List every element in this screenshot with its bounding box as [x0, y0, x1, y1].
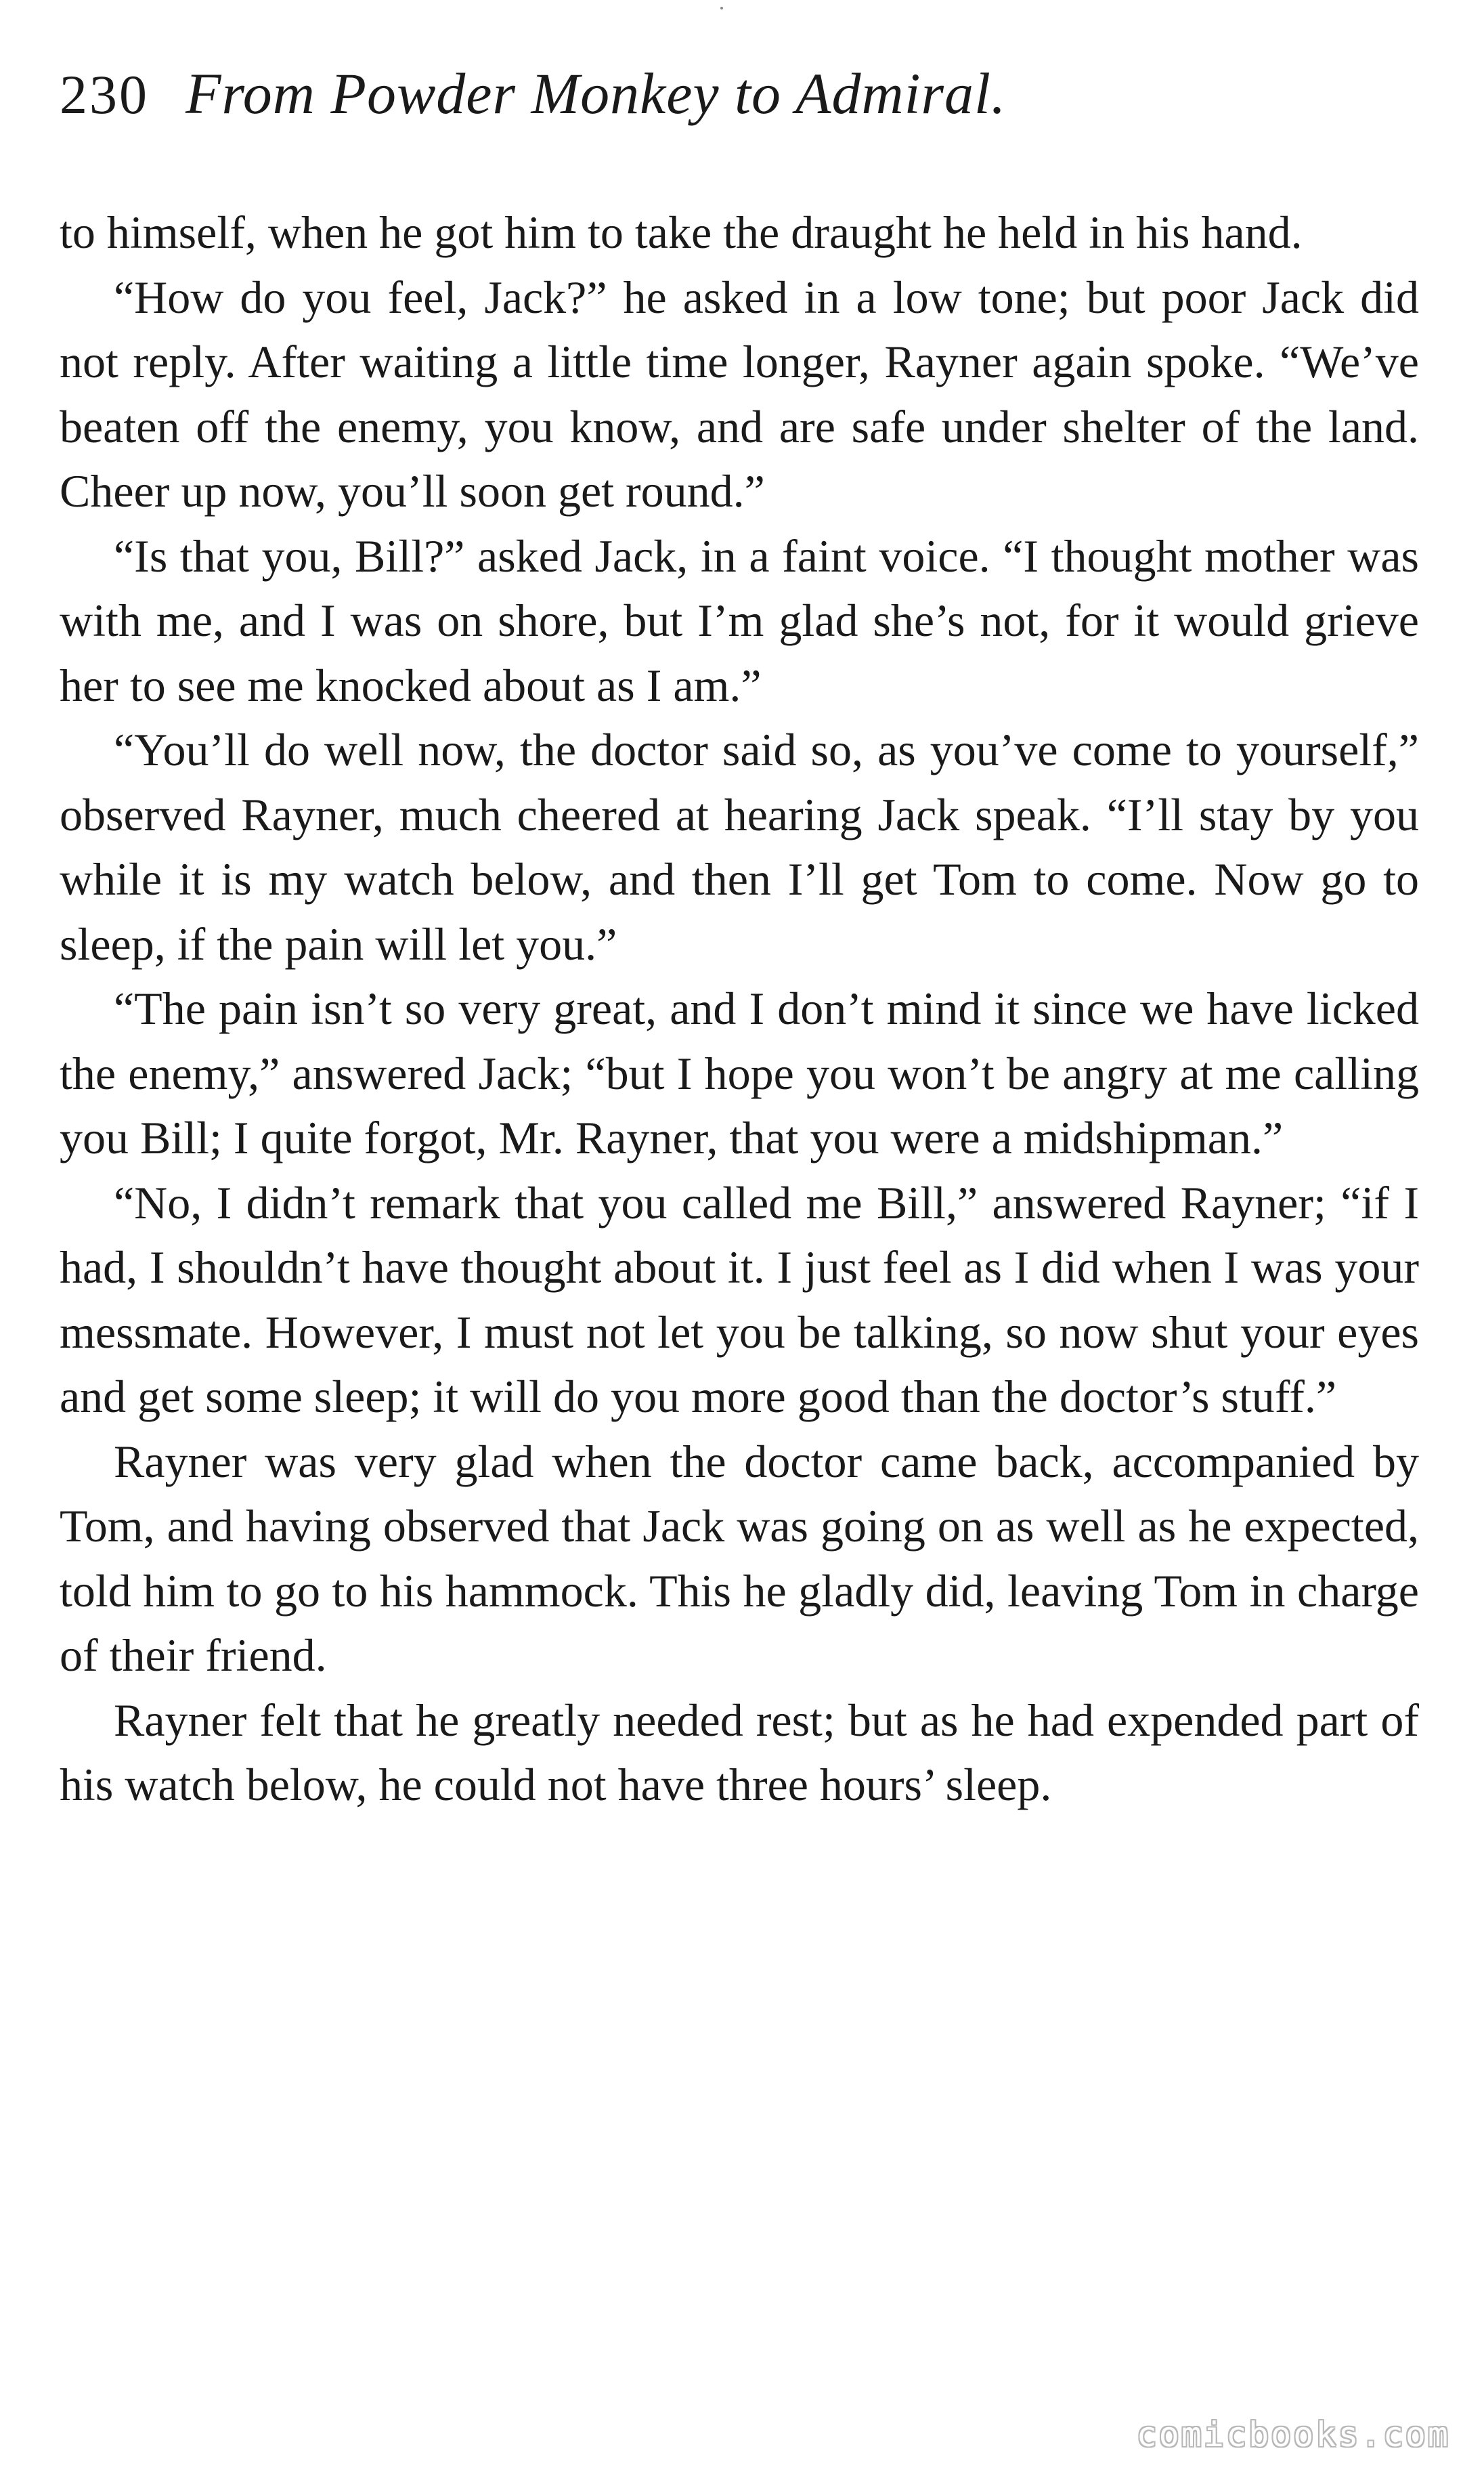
paragraph: “How do you feel, Jack?” he asked in a low tone; but poor Jack did not reply. After waiting a little time longer, Rayner again spoke. “We’ve beaten off the enemy, you know, and are safe under shelter of the land. Cheer up now, you’ll soon get round.”: [60, 271, 1419, 517]
paragraph: “You’ll do well now, the doctor said so, as you’ve come to yourself,” observed Rayner, much cheered at hearing Jack speak. “I’ll stay by you while it is my watch below, and then I’ll get Tom to come. Now go to sleep, if the pain will let you.”: [60, 724, 1419, 970]
running-title: From Powder Monkey to Admiral.: [186, 61, 1007, 126]
paragraph: Rayner was very glad when the doctor came back, accompanied by Tom, and having observed that Jack was going on as well as he expected, told him to go to his hammock. This he gladly did, leaving Tom in charge of their friend.: [60, 1435, 1419, 1681]
page-number: 230: [60, 64, 149, 125]
body-text: [60, 200, 1419, 1818]
watermark: comicbooks.com: [1136, 2415, 1450, 2454]
paragraph: “Is that you, Bill?” asked Jack, in a faint voice. “I thought mother was with me, and I was on shore, but I’m glad she’s not, for it would grieve her to see me knocked about as I am.”: [60, 530, 1419, 711]
paragraph: “The pain isn’t so very great, and I don’t mind it since we have licked the enemy,” answered Jack; “but I hope you won’t be angry at me calling you Bill; I quite forgot, Mr. Rayner, that you were a midshipman.”: [60, 983, 1419, 1163]
running-head: [60, 60, 1414, 141]
scan-mark: [720, 7, 723, 9]
paragraph: “No, I didn’t remark that you called me Bill,” answered Rayner; “if I had, I shouldn’t have thought about it. I just feel as I did when I was your messmate. However, I must not let you be talking, so now shut your eyes and get some sleep; it will do you more good than the doctor’s stuff.”: [60, 1176, 1419, 1422]
paragraph: Rayner felt that he greatly needed rest; but as he had expended part of his watch below, he could not have three hours’ sleep.: [60, 1694, 1419, 1810]
paragraph-continuation: to himself, when he got him to take the draught he held in his hand.: [60, 207, 1303, 258]
